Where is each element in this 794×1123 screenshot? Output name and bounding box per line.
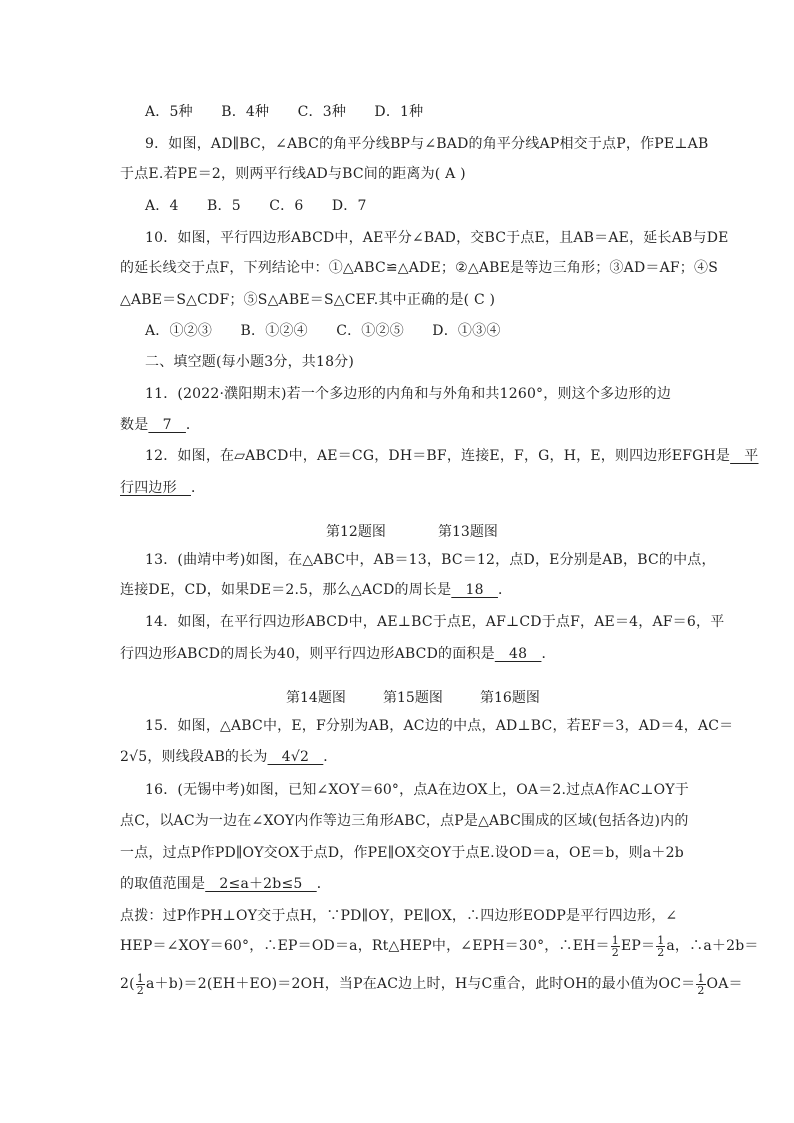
q14-line1: 14．如图，在平行四边形ABCD中，AE⊥BC于点E，AF⊥CD于点F，AE＝4，AF＝6，平 [145, 614, 725, 630]
q9-line2: 于点E.若PE＝2，则两平行线AD与BC间的距离为( A ) [120, 166, 466, 182]
q16-line1: 16．(无锡中考)如图，已知∠XOY＝60°，点A在边OX上，OA＝2.过点A作AC⊥OY于 [145, 782, 689, 798]
q10-line1: 10．如图，平行四边形ABCD中，AE平分∠BAD，交BC于点E，且AB＝AE，延长AB与DE [145, 230, 729, 246]
q11-answer: 7 [148, 417, 186, 433]
q13-period: ． [497, 582, 513, 598]
hint-line1: 点拨：过P作PH⊥OY交于点H，∵PD∥OY，PE∥OX，∴四边形EODP是平行四边形，∠ [120, 908, 678, 924]
fraction-numerator: 1 [697, 971, 705, 985]
q16-text: 的取值范围是 [120, 876, 206, 892]
q12-answer-part1: 平 [730, 448, 759, 464]
q15-period: ． [323, 749, 338, 765]
q12-answer-part2: 行四边形 [120, 480, 191, 496]
caption-figure-15: 第15题图 [383, 690, 443, 706]
caption-figure-12: 第12题图 [326, 524, 386, 540]
caption-figure-13: 第13题图 [438, 524, 498, 540]
fraction-one-half [696, 973, 705, 996]
q11-text: 数是 [120, 417, 149, 433]
fraction-denominator: 2 [611, 945, 619, 959]
fraction-numerator: 1 [611, 933, 619, 947]
fraction-numerator: 1 [657, 933, 665, 947]
q13-line2 [120, 580, 512, 600]
q9-line1: 9．如图，AD∥BC，∠ABC的角平分线BP与∠BAD的角平分线AP相交于点P，作PE⊥AB [145, 136, 709, 152]
section-heading-fill-blank: 二、填空题(每小题3分，共18分) [145, 354, 355, 370]
fraction-one-half [611, 935, 620, 958]
q15-answer: 4√2 [267, 749, 324, 765]
q11-line2 [120, 415, 200, 435]
q12-period: ． [191, 480, 206, 496]
q15-line2 [120, 747, 338, 767]
hint-line3-text-b: a＋b)＝2(EH＋EO)＝2OH，当P在AC边上时，H与C重合，此时OH的最小值为OC＝ [145, 976, 696, 992]
hint-line2 [120, 933, 759, 959]
q16-period: ． [316, 876, 331, 892]
hint-line3-text-c: OA＝ [706, 976, 743, 992]
q12-text: 12．如图，在▱ABCD中，AE＝CG，DH＝BF，连接E，F，G，H，E，则四边形EFGH是 [145, 448, 731, 464]
q9-options: A．4 B．5 C．6 D．7 [145, 198, 367, 214]
q10-line2: 的延长线交于点F，下列结论中：①△ABC≌△ADE；②△ABE是等边三角形；③AD＝AF；④S [120, 260, 718, 276]
caption-figure-14: 第14题图 [286, 690, 346, 706]
fraction-one-half [136, 973, 145, 996]
hint-line3 [120, 971, 743, 997]
q13-line1: 13．(曲靖中考)如图，在△ABC中，AB＝13，BC＝12，点D，E分别是AB，BC的中点， [145, 552, 716, 568]
q13-text: 连接DE，CD，如果DE＝2.5，那么△ACD的周长是 [120, 582, 452, 598]
fraction-one-half [656, 935, 665, 958]
q14-line2 [120, 644, 556, 664]
q14-period: ． [541, 646, 556, 662]
q13-answer: 18 [451, 582, 498, 598]
q16-line2: 点C，以AC为一边在∠XOY内作等边三角形ABC，点P是△ABC围成的区域(包括各边)内的 [120, 813, 689, 829]
q10-options: A．①②③ B．①②④ C．①②⑤ D．①③④ [145, 323, 501, 339]
fraction-denominator: 2 [697, 983, 705, 997]
hint-line2-text-b: EP＝ [620, 938, 656, 954]
fraction-numerator: 1 [136, 971, 144, 985]
q10-line3: △ABE＝S△CDF；⑤S△ABE＝S△CEF.其中正确的是( C ) [120, 292, 496, 308]
q12-line1 [145, 446, 759, 466]
q15-text: 2√5，则线段AB的长为 [120, 749, 268, 765]
q16-answer: 2≤a＋2b≤5 [205, 876, 317, 892]
hint-line2-text-a: HEP＝∠XOY＝60°，∴EP＝OD＝a，Rt△HEP中，∠EPH＝30°，∴EH＝ [120, 938, 610, 954]
caption-figure-16: 第16题图 [480, 690, 540, 706]
q14-answer: 48 [494, 646, 542, 662]
q12-line2 [120, 478, 205, 498]
q11-line1: 11．(2022·濮阳期末)若一个多边形的内角和与外角和共1260°，则这个多边形的边 [145, 386, 672, 402]
q16-line4 [120, 874, 331, 894]
fraction-denominator: 2 [657, 945, 665, 959]
q16-line3: 一点，过点P作PD∥OY交OX于点D，作PE∥OX交OY于点E.设OD＝a，OE＝b，则a＋2b [120, 845, 684, 861]
hint-line3-text-a: 2( [120, 976, 135, 992]
hint-line2-text-c: a，∴a＋2b＝ [666, 938, 759, 954]
q15-line1: 15．如图，△ABC中，E，F分别为AB，AC边的中点，AD⊥BC，若EF＝3，AD＝4，AC＝ [145, 718, 734, 734]
q8-options: A．5种 B．4种 C．3种 D．1种 [145, 104, 424, 120]
fraction-denominator: 2 [136, 983, 144, 997]
q14-text: 行四边形ABCD的周长为40，则平行四边形ABCD的面积是 [120, 646, 495, 662]
q11-period: ． [185, 417, 201, 433]
